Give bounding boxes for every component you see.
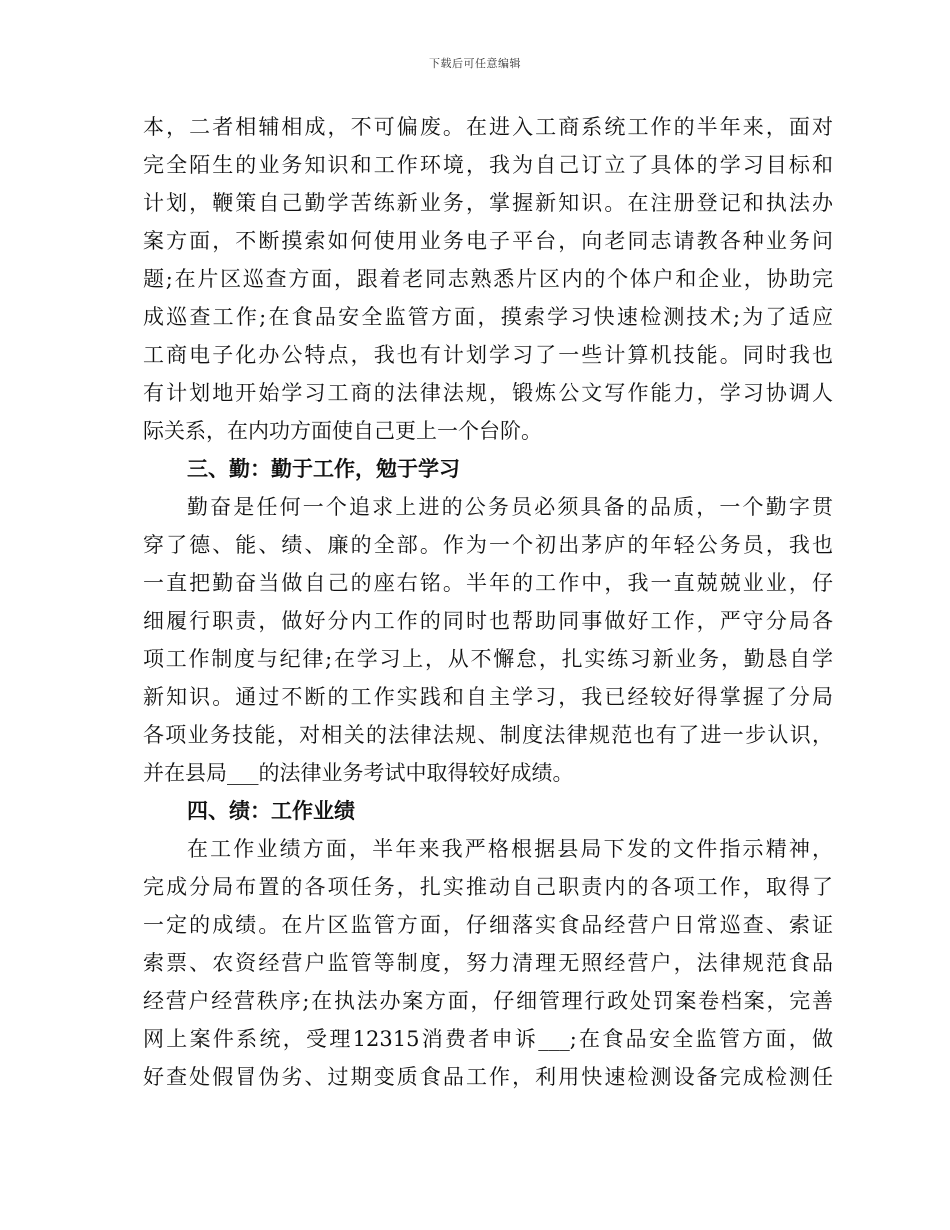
paragraph-line: 好查处假冒伪劣、过期变质食品工作，利用快速检测设备完成检测任 xyxy=(143,1065,833,1089)
paragraph-line: 并在县局___的法律业务考试中取得较好成绩。 xyxy=(143,761,574,785)
header-note: 下载后可任意编辑 xyxy=(429,57,521,70)
section-heading: 三、勤：勤于工作，勉于学习 xyxy=(187,456,460,481)
paragraph-line: 工商电子化办公特点，我也有计划学习了一些计算机技能。同时我也 xyxy=(143,343,833,367)
paragraph-line: 案方面，不断摸索如何使用业务电子平台，向老同志请教各种业务问 xyxy=(143,229,833,253)
paragraph-line: 本，二者相辅相成，不可偏废。在进入工商系统工作的半年来，面对 xyxy=(143,115,833,139)
paragraph-line: 有计划地开始学习工商的法律法规，锻炼公文写作能力，学习协调人 xyxy=(143,381,833,405)
section-heading: 四、绩：工作业绩 xyxy=(187,798,355,823)
paragraph-line: 一定的成绩。在片区监管方面，仔细落实食品经营户日常巡查、索证 xyxy=(143,913,833,937)
paragraph-line: 细履行职责，做好分内工作的同时也帮助同事做好工作，严守分局各 xyxy=(143,609,833,633)
paragraph-line: 题;在片区巡查方面，跟着老同志熟悉片区内的个体户和企业，协助完 xyxy=(143,267,833,291)
paragraph-line: 网上案件系统，受理12315消费者申诉___;在食品安全监管方面，做 xyxy=(143,1027,833,1051)
paragraph-line: 成巡查工作;在食品安全监管方面，摸索学习快速检测技术;为了适应 xyxy=(143,305,833,329)
paragraph-line: 完全陌生的业务知识和工作环境，我为自己订立了具体的学习目标和 xyxy=(143,153,833,177)
document-body xyxy=(143,108,833,1096)
paragraph-line: 项工作制度与纪律;在学习上，从不懈怠，扎实练习新业务，勤恳自学 xyxy=(143,647,833,671)
paragraph-line: 索票、农资经营户监管等制度，努力清理无照经营户，法律规范食品 xyxy=(143,951,833,975)
paragraph-line: 新知识。通过不断的工作实践和自主学习，我已经较好得掌握了分局 xyxy=(143,685,833,709)
paragraph-line: 在工作业绩方面，半年来我严格根据县局下发的文件指示精神， xyxy=(187,837,833,861)
paragraph-line: 各项业务技能，对相关的法律法规、制度法律规范也有了进一步认识， xyxy=(143,723,833,747)
paragraph-line: 一直把勤奋当做自己的座右铭。半年的工作中，我一直兢兢业业，仔 xyxy=(143,571,833,595)
paragraph-line: 穿了德、能、绩、廉的全部。作为一个初出茅庐的年轻公务员，我也 xyxy=(143,533,833,557)
paragraph-line: 勤奋是任何一个追求上进的公务员必须具备的品质，一个勤字贯 xyxy=(187,495,833,519)
paragraph-line: 际关系，在内功方面使自己更上一个台阶。 xyxy=(143,419,542,443)
paragraph-line: 完成分局布置的各项任务，扎实推动自己职责内的各项工作，取得了 xyxy=(143,875,833,899)
paragraph-line: 计划，鞭策自己勤学苦练新业务，掌握新知识。在注册登记和执法办 xyxy=(143,191,833,215)
paragraph-line: 经营户经营秩序;在执法办案方面，仔细管理行政处罚案卷档案，完善 xyxy=(143,989,833,1013)
